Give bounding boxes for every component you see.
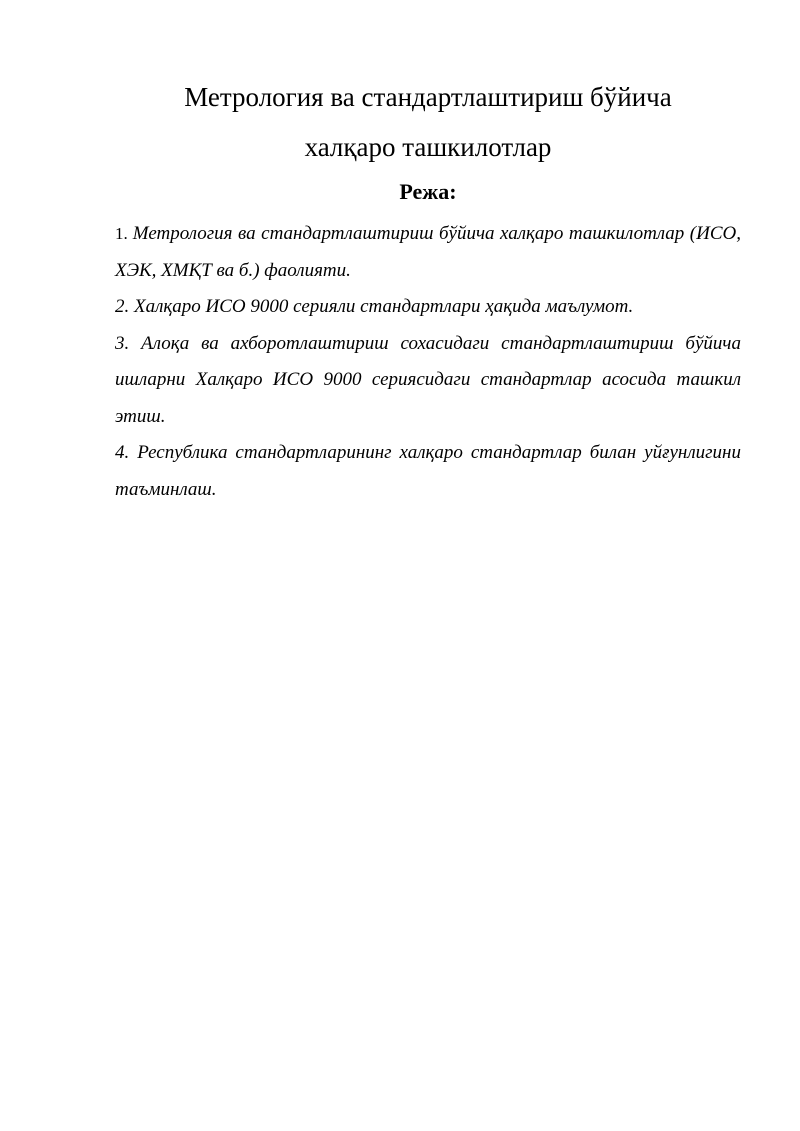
plan-item-3 <box>115 326 741 436</box>
plan-item-number: 1. <box>115 224 133 243</box>
title-line-2: халқаро ташкилотлар <box>304 132 552 162</box>
plan-item-text: 3. Алоқа ва ахборотлаштириш сохасидаги стандартлаштириш бўйича ишларни Халқаро ИСО 9000 сериясидаги стандартлар асосида ташкил этиш. <box>115 332 741 427</box>
plan-item-text: 4. Республика стандартларининг халқаро стандартлар билан уйғунлигини таъминлаш. <box>115 442 741 500</box>
plan-list <box>115 216 741 508</box>
plan-heading: Режа: <box>399 179 457 204</box>
plan-item-2 <box>115 289 741 326</box>
plan-item-1 <box>115 216 741 289</box>
plan-item-text: 2. Халқаро ИСО 9000 серияли стандартлари ҳақида маълумот. <box>115 296 634 317</box>
title-line-1: Метрология ва стандартлаштириш бўйича <box>184 82 672 112</box>
document-title <box>115 72 741 172</box>
plan-item-text: Метрология ва стандартлаштириш бўйича халқаро ташкилотлар (ИСО, ХЭК, ХМҚТ ва б.) фаолияти. <box>115 223 742 281</box>
plan-item-4 <box>115 435 741 508</box>
